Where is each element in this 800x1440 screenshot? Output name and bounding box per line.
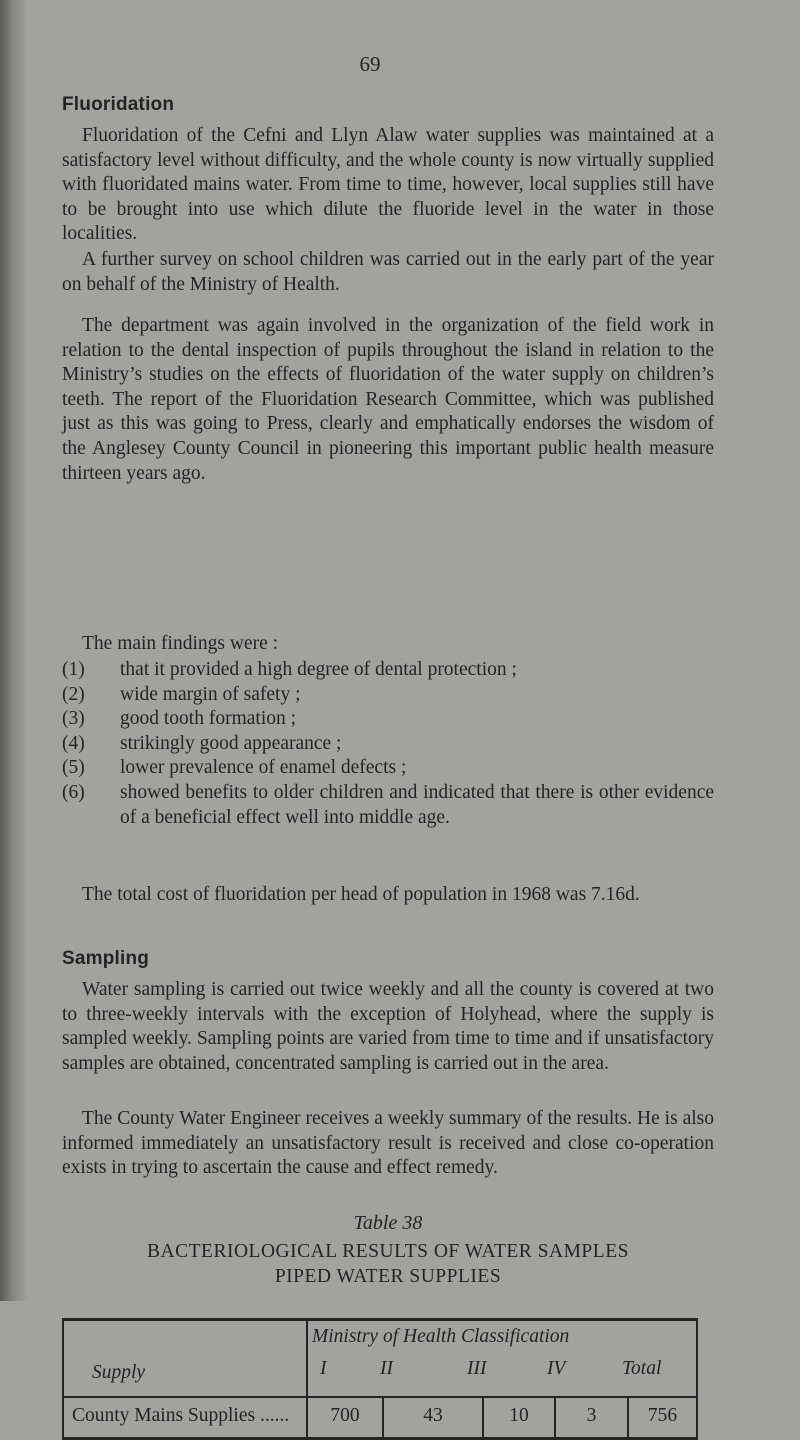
table-cell: 700 bbox=[330, 1405, 360, 1426]
column-header: IV bbox=[547, 1358, 566, 1379]
finding-item: (1) that it provided a high degree of dental protection ; bbox=[62, 659, 517, 680]
table-rule bbox=[696, 1318, 698, 1440]
results-table bbox=[62, 1318, 698, 1440]
sampling-paragraph-2: The County Water Engineer receives a weekly summary of the results. He is also informed immediately an unsatisfactory result is received and close co-operation exists in trying to ascertain the cause and effect remedy. bbox=[62, 1108, 714, 1179]
table-title-line-2: PIPED WATER SUPPLIES bbox=[274, 1266, 502, 1287]
fluoridation-heading: Fluoridation bbox=[62, 94, 175, 115]
finding-item: (2) wide margin of safety ; bbox=[62, 683, 301, 705]
table-cell: 43 bbox=[423, 1405, 443, 1426]
book-spine-shadow bbox=[0, 0, 28, 1301]
fluoridation-paragraph-3: The department was again involved in the organization of the field work in relation to the dental inspection of pupils throughout the island in relation to the Ministry’s studies on the effects of fluoridation of the water supply on children’s teeth. The report of the Fluoridation Research Committee, which was published just as this was going to Press, clearly and emphatically endorses the wisdom of the Anglesey County Council in pioneering this important public health measure thirteen years ago. bbox=[62, 315, 714, 484]
column-header: I bbox=[320, 1358, 327, 1379]
column-header: II bbox=[380, 1358, 393, 1379]
row-label: County Mains Supplies ...... bbox=[72, 1405, 290, 1426]
finding-item: (5) lower prevalence of enamel defects ; bbox=[62, 757, 407, 779]
table-rule bbox=[62, 1318, 64, 1440]
table-cell: 3 bbox=[586, 1405, 597, 1426]
findings-intro: The main findings were : bbox=[82, 633, 279, 654]
table-rule bbox=[62, 1318, 698, 1321]
sampling-paragraph-1: Water sampling is carried out twice weekly and all the county is covered at two to three-weekly intervals with the exception of Holyhead, where the supply is sampled weekly. Sampling points are varied from time to time and if unsatisfactory samples are obtained, concentrated sampling is carried out in the area. bbox=[62, 979, 714, 1074]
classification-header: Ministry of Health Classification bbox=[312, 1326, 570, 1347]
supply-column-header: Supply bbox=[92, 1362, 146, 1383]
page-number: 69 bbox=[359, 52, 381, 76]
finding-item: (6) showed benefits to older children and indicated that there is other evidence of a beneficial effect well into middle age. bbox=[62, 781, 714, 828]
table-title-line-1: BACTERIOLOGICAL RESULTS OF WATER SAMPLES bbox=[147, 1241, 629, 1262]
sampling-heading: Sampling bbox=[62, 948, 150, 969]
findings-list bbox=[62, 658, 714, 830]
column-header: Total bbox=[622, 1358, 662, 1379]
fluoridation-paragraph-2: A further survey on school children was carried out in the early part of the year on behalf of the Ministry of Health. bbox=[62, 249, 714, 295]
cost-paragraph: The total cost of fluoridation per head of population in 1968 was 7.16d. bbox=[82, 884, 640, 905]
table-rule bbox=[62, 1396, 698, 1398]
table-cell: 756 bbox=[647, 1405, 678, 1426]
fluoridation-paragraph-1: Fluoridation of the Cefni and Llyn Alaw water supplies was maintained at a satisfactory level without difficulty, and the whole county is now virtually supplied with fluoridated mains water. From time to time, however, local supplies still have to be brought into use which dilute the fluoride level in the water in those localities. bbox=[62, 125, 714, 245]
column-header: III bbox=[467, 1358, 487, 1379]
table-label: Table 38 bbox=[353, 1212, 423, 1234]
finding-item: (3) good tooth formation ; bbox=[62, 708, 297, 730]
table-cell: 10 bbox=[509, 1405, 529, 1426]
finding-item: (4) strikingly good appearance ; bbox=[62, 732, 342, 754]
